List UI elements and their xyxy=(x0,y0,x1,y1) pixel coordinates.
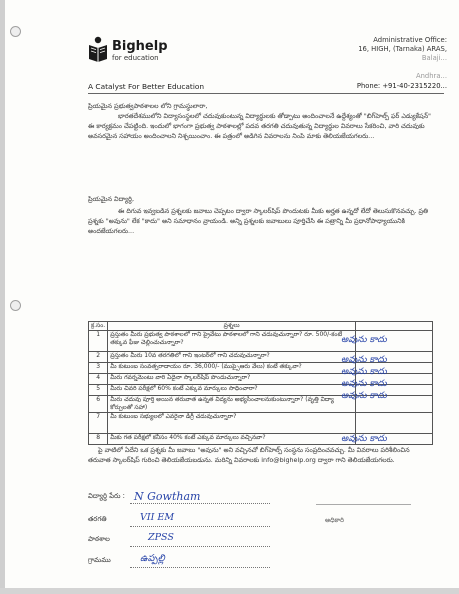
question-text: మీ కుటుంబ సంవత్సరాదాయం రూ. 36,000/- (ముప్పైఆరు వేలు) కంటే తక్కువా? xyxy=(108,363,356,374)
handwritten-answer: అవును కాదు xyxy=(341,379,387,389)
row-number: 6 xyxy=(89,396,108,413)
student-name-line xyxy=(130,503,270,504)
address-line: Administrative Office: xyxy=(373,36,447,44)
header-questions: ప్రశ్నలు xyxy=(108,322,356,331)
row-number: 7 xyxy=(89,413,108,434)
address-line: Andhra... xyxy=(415,72,447,80)
signature-line xyxy=(316,504,411,505)
row-number: 8 xyxy=(89,434,108,445)
handwritten-answer: అవును కాదు xyxy=(341,391,387,401)
book-logo-icon xyxy=(88,36,108,62)
class-label: తరగతి xyxy=(88,515,107,523)
village-label: గ్రామము xyxy=(88,556,111,564)
question-text: మీ కుటుంబ సభ్యులలో ఎవరైనా డిగ్రీ చదువుచున్నారా? xyxy=(108,413,356,434)
question-text: మీరు గవర్నమెంటు వారి ఏదైనా స్కాలర్‌షిప్ పొందుచున్నారా? xyxy=(108,374,356,385)
row-number: 5 xyxy=(89,385,108,396)
scan-shadow-left xyxy=(0,0,5,594)
school-line xyxy=(130,546,270,547)
school-label: పాఠశాల xyxy=(88,535,110,543)
student-paragraph: ఈ దిగువ ఇవ్వబడిన ప్రశ్నలకు జవాబు చెప్పటం ద్వారా స్కాలర్‌షిప్ పొందుటకు మీకు అర్హత ఉన్నదో లేదో తెలుసుకొనవచ్చు. ప్రతి ప్రశ్నకు "అవును" లేక "కాదు" అని సమాధానం వ్రాయండి. అన్ని ప్రశ్నలకు జవాబులు పూర్తిచేసి ఈ పత్రాన్ని మీ ప్రధానోపాధ్యాయునికి అందజేయగలరు... xyxy=(88,207,429,236)
question-text: మీరు చదువు పూర్తి అయిన తరువాత ఉన్నత విద్యను అభ్యసించాలనుకుంటున్నారా? (వృత్తి విద్యా కోర్సులతో సహా) xyxy=(108,396,356,413)
punch-hole xyxy=(10,300,21,311)
phone-number: Phone: +91-40-2315220... xyxy=(356,82,447,90)
header-divider xyxy=(88,93,444,94)
village-line xyxy=(130,567,270,568)
signature-caption: అధికారి xyxy=(325,516,344,524)
salutation-parents: ప్రియమైన ప్రభుత్వపాఠశాలల లోని గ్రామస్థులారా, xyxy=(88,102,208,110)
office-address xyxy=(307,36,447,81)
question-text: ప్రస్తుతం మీరు 10వ తరగతిలో గాని ఇంటర్‌లో గాని చదువుచున్నారా? xyxy=(108,352,356,363)
student-name-label: విద్యార్థి పేరు : xyxy=(88,492,125,500)
student-name-value: N Gowtham xyxy=(134,490,201,503)
handwritten-answer: అవును కాదు xyxy=(341,355,387,365)
village-value: ఉప్పల్లి xyxy=(140,553,165,564)
class-line xyxy=(130,526,270,527)
header-serial: క్ర.సం. xyxy=(89,322,108,331)
address-line: 16, HIGH, (Tarnaka) ARAS, xyxy=(358,45,447,53)
scan-shadow-bottom xyxy=(0,588,459,594)
handwritten-answer: అవును కాదు xyxy=(341,335,387,345)
salutation-student: ప్రియమైన విద్యార్థి, xyxy=(88,195,134,203)
table-header-row xyxy=(89,322,433,331)
question-text: మీరు చివరి పరీక్షలో 60% కంటే ఎక్కువ మార్కులు సాధించారా? xyxy=(108,385,356,396)
question-text: మీకు గత పరీక్షలో కనీసం 40% కంటే ఎక్కువ మార్కులు వచ్చినవా? xyxy=(108,434,356,445)
punch-hole xyxy=(10,26,21,37)
address-line: Balaji... xyxy=(421,54,447,62)
logo-brand-name: Bighelp xyxy=(112,39,168,54)
class-value: VII EM xyxy=(140,512,175,523)
parents-paragraph: భారతదేశములోని విద్యాసంస్థలలో చదువుకుంటున్న విద్యార్థులకు తోడ్పాటు అందించాలనే ఉద్దేశ్యంతో "బిగ్‌హెల్ప్ ఫర్ ఎడ్యుకేషన్" ఈ కార్యక్రమం చేపట్టింది. ఇందులో భాగంగా ప్రభుత్వ పాఠశాలల్లో పదవ తరగతి చదువుతున్న విద్యార్థుల వివరాలు సేకరించి, వారి చదువుకు అవసరమైన సహాయం అందించాలని నిశ్చయించాం. ఈ పత్రంలో అడిగిన వివరాలను నింపి మాకు తెలియజేయగలరు... xyxy=(88,112,432,141)
row-number: 1 xyxy=(89,331,108,352)
row-number: 2 xyxy=(89,352,108,363)
table-row xyxy=(89,413,433,434)
header-answer xyxy=(356,322,433,331)
row-number: 3 xyxy=(89,363,108,374)
answer-cell xyxy=(356,413,433,434)
question-text: ప్రస్తుతం మీరు ప్రభుత్వ పాఠశాలలో గాని ప్రైవేటు పాఠశాలలో గాని చదువుచున్నారా? రూ. 500/-కంటే తక్కువ ఫీజు చెల్లించుచున్నారా? xyxy=(108,331,356,352)
bighelp-logo xyxy=(88,36,208,72)
row-number: 4 xyxy=(89,374,108,385)
school-value: ZPSS xyxy=(148,532,174,543)
closing-paragraph: పై వాటిలో ఏదేని ఒక ప్రశ్నకు మీ జవాబు "అవును" అని వచ్చినచో బిగ్‌హెల్ప్ సంస్థను సంప్రదించవచ్చు. మీ వివరాలు పరిశీలించిన తరువాత స్కాలర్‌షిప్ గురించి తెలియజేయబడును. మరిన్ని వివరాలకు info@bighelp.org ద్వారా గాని తెలియజేయగలరు. xyxy=(88,446,410,465)
tagline: A Catalyst For Better Education xyxy=(88,82,205,91)
handwritten-answer: అవును కాదు xyxy=(341,367,387,377)
handwritten-answer: అవును కాదు xyxy=(341,434,387,444)
logo-subtitle: for education xyxy=(112,54,159,62)
